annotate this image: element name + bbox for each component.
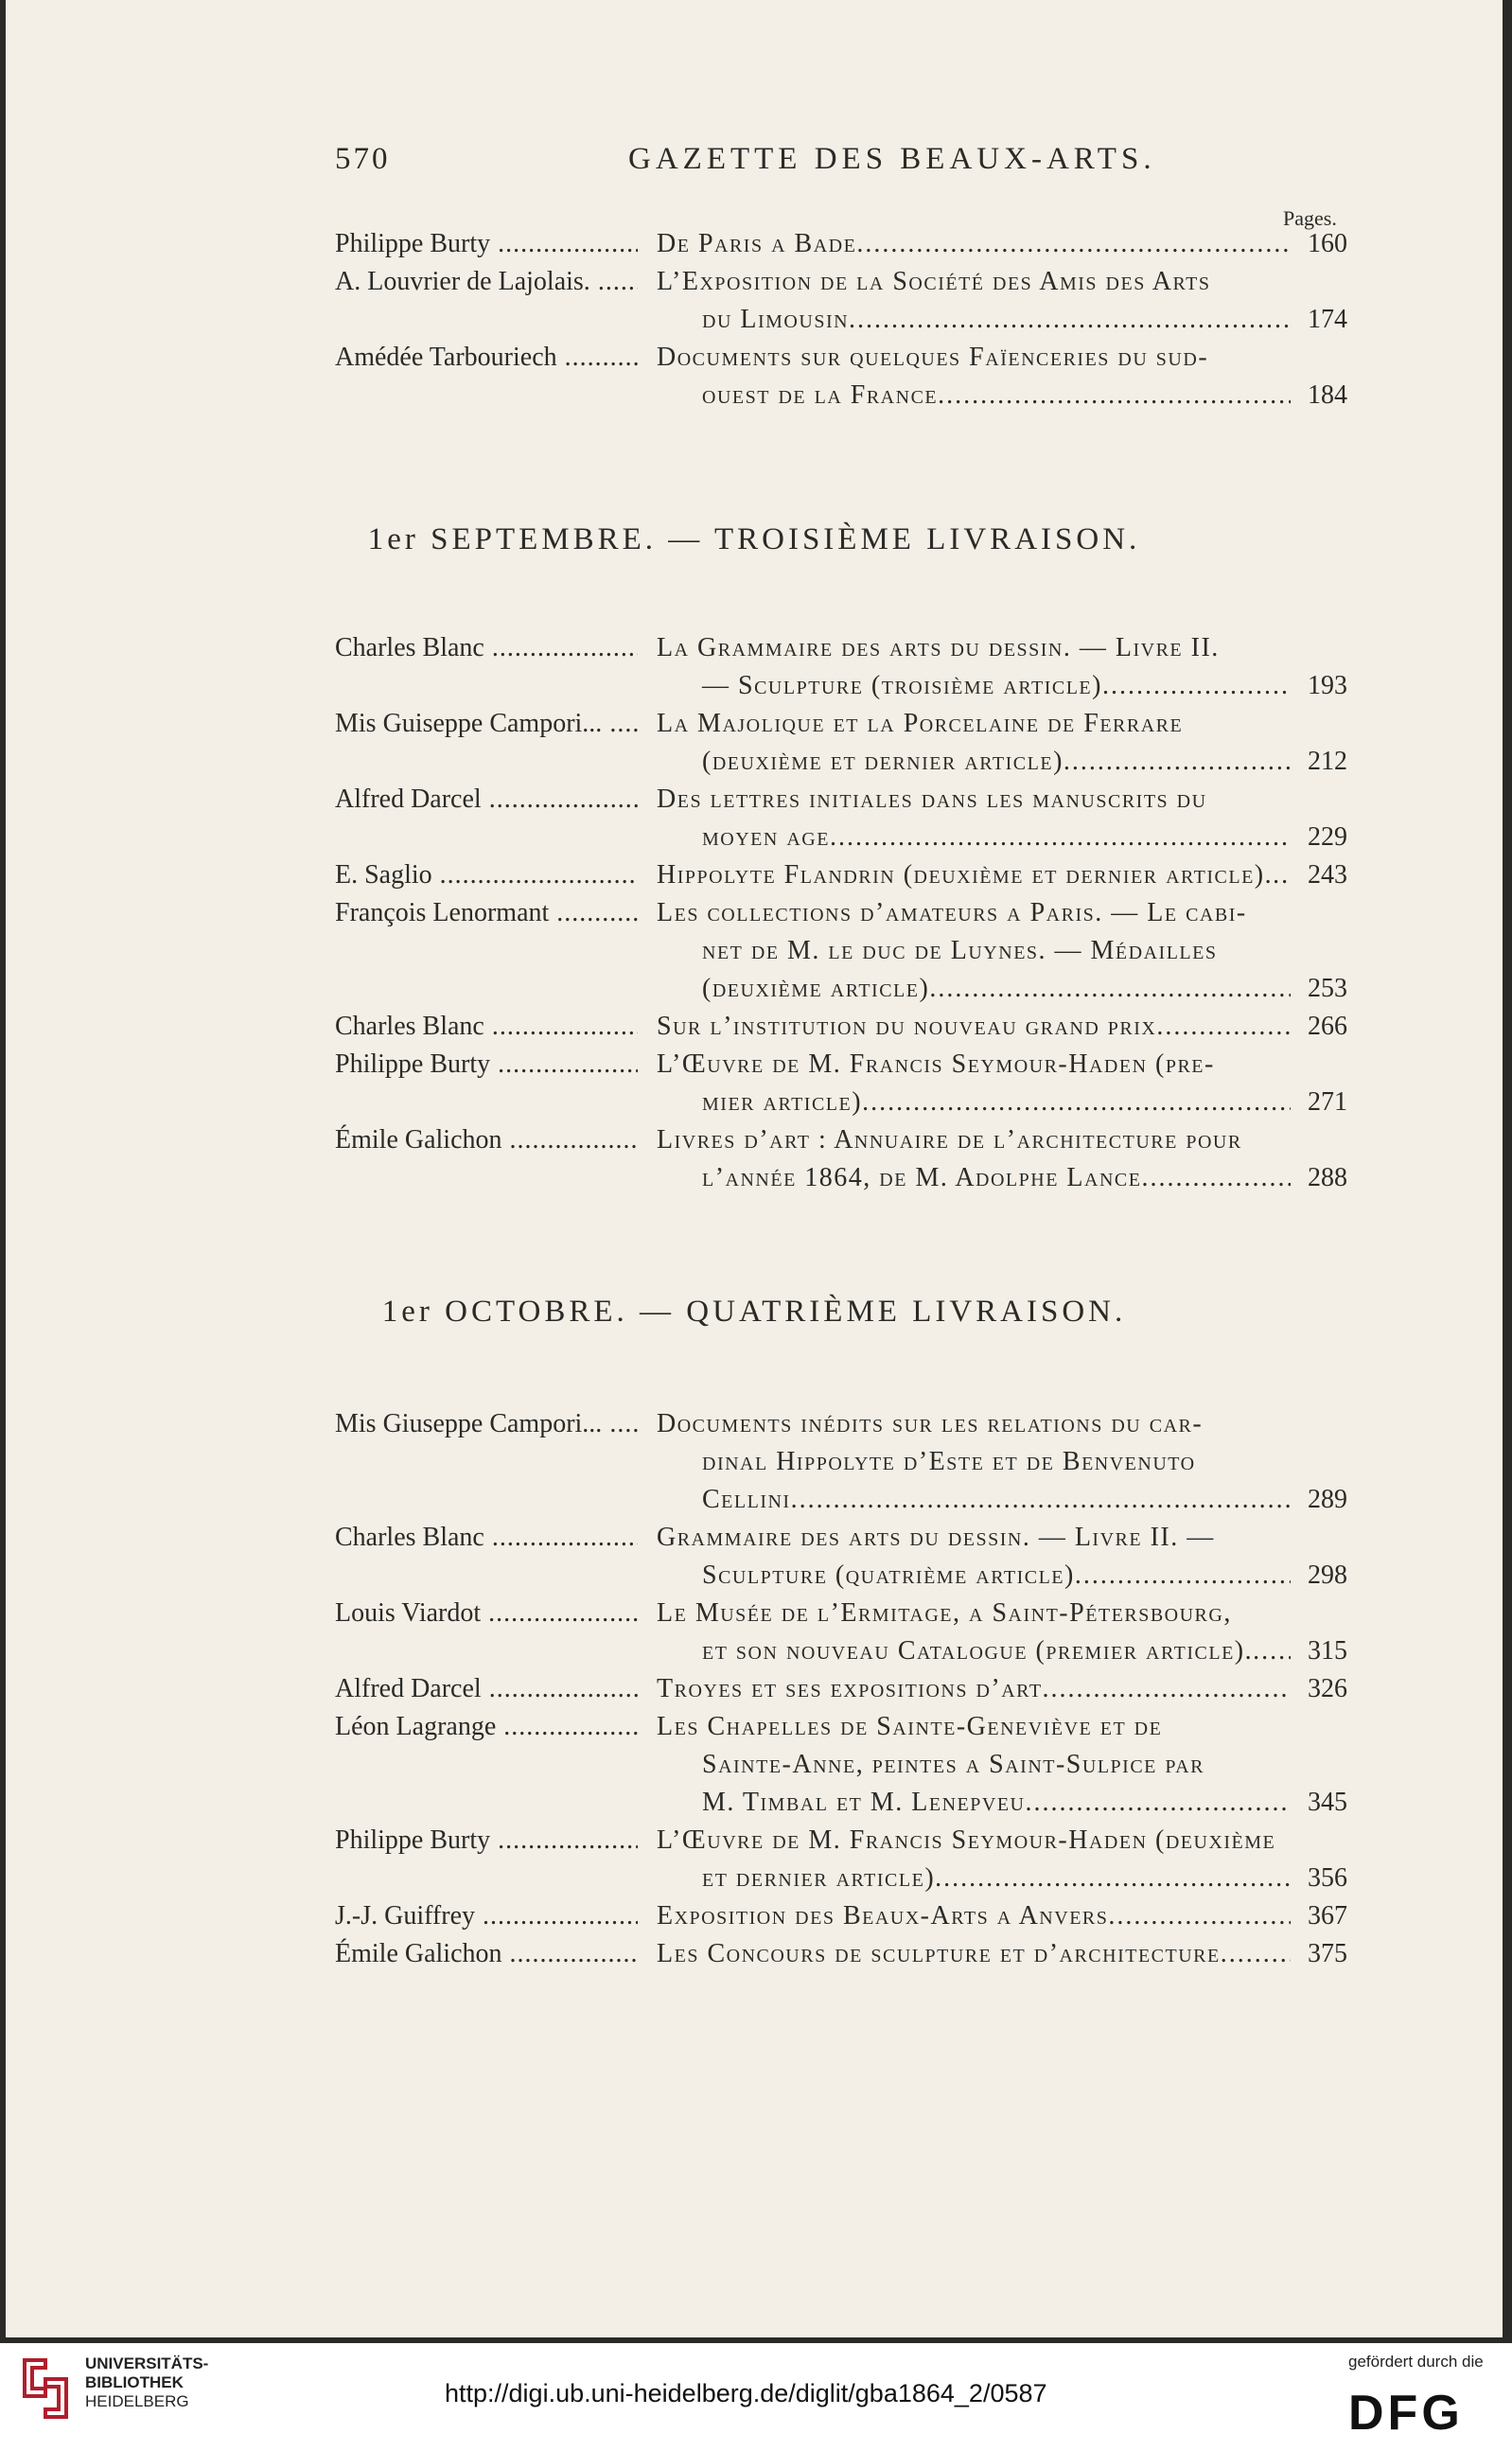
entry-page-number: 356 — [1308, 1863, 1347, 1893]
dot-leader — [1075, 1557, 1291, 1595]
entry-title-line — [657, 1121, 1347, 1159]
entry-title-line — [657, 856, 1347, 894]
entry-title-line — [657, 781, 1347, 819]
dot-leader — [1156, 1008, 1291, 1046]
entry-title-text: La Grammaire des arts du dessin. — Livre II. — [657, 633, 1220, 662]
entry-title-text: M. Timbal et M. Lenepveu — [702, 1788, 1026, 1817]
dot-leader — [830, 819, 1291, 856]
entry-title — [657, 263, 1347, 339]
entry-title-text: Des lettres initiales dans les manuscrits du — [657, 785, 1207, 814]
scanned-page — [6, 0, 1503, 2337]
entry-title-text: Sculpture (quatrième article) — [702, 1561, 1075, 1590]
entry-title-text: Sainte-Anne, peintes a Saint-Sulpice par — [702, 1750, 1204, 1779]
entry-title-text: Cellini — [702, 1485, 791, 1514]
dot-leader — [849, 301, 1291, 339]
entry-page-number: 184 — [1308, 380, 1347, 410]
entry-page-number: 288 — [1308, 1163, 1347, 1192]
entry-title — [657, 705, 1347, 781]
toc-entry — [335, 1519, 1347, 1595]
library-name-line1: UNIVERSITÄTS- — [85, 2354, 209, 2372]
entry-author: Alfred Darcel ..... — [335, 781, 638, 819]
entry-title-line — [657, 1481, 1347, 1519]
entry-title-text: Les Chapelles de Sainte-Geneviève et de — [657, 1712, 1163, 1741]
toc-entry — [335, 856, 1347, 894]
toc-entry — [335, 339, 1347, 414]
entry-title-line — [657, 1897, 1347, 1935]
dot-leader — [1043, 1670, 1291, 1708]
toc-entry — [335, 1405, 1347, 1519]
library-name-line3: HEIDELBERG — [85, 2392, 189, 2410]
entry-title — [657, 1708, 1347, 1822]
entry-author: Mis Guiseppe Campori... ..... — [335, 705, 638, 743]
entry-title-line — [657, 705, 1347, 743]
toc-entry — [335, 781, 1347, 856]
entry-author: Charles Blanc ..... — [335, 629, 638, 667]
toc-entry — [335, 1008, 1347, 1046]
entry-title-line — [657, 1405, 1347, 1443]
entry-author: Philippe Burty ..... — [335, 1046, 638, 1084]
toc-entry — [335, 263, 1347, 339]
entry-author: J.-J. Guiffrey ..... — [335, 1897, 638, 1935]
section-title-october: 1er OCTOBRE. — QUATRIÈME LIVRAISON. — [381, 1295, 1127, 1329]
entry-title-line — [657, 932, 1347, 970]
entry-page-number: 160 — [1308, 229, 1347, 258]
entry-title-line — [657, 1519, 1347, 1557]
toc-entry — [335, 1670, 1347, 1708]
entry-title-line — [657, 1443, 1347, 1481]
entry-author: Charles Blanc ..... — [335, 1519, 638, 1557]
entry-title-text: Documents sur quelques Faïenceries du sud- — [657, 343, 1209, 372]
funding-note: gefördert durch die — [1348, 2353, 1484, 2371]
entry-page-number: 289 — [1308, 1485, 1347, 1514]
entry-author: Charles Blanc ..... — [335, 1008, 638, 1046]
entry-title-line — [657, 1935, 1347, 1973]
entry-title-text: Les collections d’amateurs a Paris. — Le cabi- — [657, 898, 1247, 927]
entry-title-line — [657, 377, 1347, 414]
entry-title-text: et dernier article) — [702, 1863, 936, 1893]
entry-title-text: ouest de la France — [702, 380, 939, 410]
entry-title-line — [657, 894, 1347, 932]
entry-title-text: Les Concours de sculpture et d’architecture — [657, 1939, 1221, 1968]
entry-author: Amédée Tarbouriech ..... — [335, 339, 638, 377]
entry-page-number: 253 — [1308, 974, 1347, 1003]
entry-title-text: Livres d’art : Annuaire de l’architecture pour — [657, 1125, 1242, 1155]
entry-page-number: 345 — [1308, 1788, 1347, 1817]
dot-leader — [938, 377, 1291, 414]
entry-title — [657, 894, 1347, 1008]
entry-title-line — [657, 263, 1347, 301]
dot-leader — [929, 970, 1291, 1008]
entry-title — [657, 1822, 1347, 1897]
entry-title-text: — Sculpture (troisième article) — [702, 671, 1102, 700]
pages-column-label: Pages. — [1283, 206, 1337, 230]
entry-title-text: Le Musée de l’Ermitage, a Saint-Pétersbourg, — [657, 1598, 1232, 1628]
entry-page-number: 326 — [1308, 1674, 1347, 1703]
section-title-september: 1er SEPTEMBRE. — TROISIÈME LIVRAISON. — [367, 522, 1141, 556]
entry-title-text: Documents inédits sur les relations du car- — [657, 1409, 1204, 1438]
toc-entry — [335, 1822, 1347, 1897]
entry-title — [657, 781, 1347, 856]
entry-title-text: (deuxième article) — [702, 974, 930, 1003]
entry-title-line — [657, 1860, 1347, 1897]
digitization-footer — [0, 2343, 1512, 2451]
entry-title-line — [657, 1822, 1347, 1860]
entry-title-text: et son nouveau Catalogue (premier article). — [702, 1636, 1254, 1666]
entry-author: Émile Galichon ..... — [335, 1935, 638, 1973]
library-name-line2: BIBLIOTHEK — [85, 2373, 184, 2391]
dot-leader — [935, 1860, 1291, 1897]
entry-title-line — [657, 1670, 1347, 1708]
entry-page-number: 266 — [1308, 1012, 1347, 1041]
entry-title-line — [657, 225, 1347, 263]
toc-entry — [335, 225, 1347, 263]
entry-title-text: du Limousin — [702, 305, 850, 334]
entry-title — [657, 1405, 1347, 1519]
entry-title — [657, 629, 1347, 705]
entry-title — [657, 1595, 1347, 1670]
library-name — [85, 2354, 208, 2411]
entry-title-text: net de M. le duc de Luynes. — Médailles — [702, 936, 1218, 965]
entry-title-line — [657, 301, 1347, 339]
entry-title-line — [657, 1595, 1347, 1632]
entry-page-number: 212 — [1308, 747, 1347, 776]
dot-leader — [1025, 1784, 1291, 1822]
entry-page-number: 193 — [1308, 671, 1347, 700]
entry-title-text: (deuxième et dernier article) — [702, 747, 1064, 776]
entry-title-text: L’Œuvre de M. Francis Seymour-Haden (deuxième — [657, 1825, 1276, 1855]
dot-leader — [1108, 1897, 1291, 1935]
entry-title — [657, 856, 1347, 894]
entry-page-number: 174 — [1308, 305, 1347, 334]
entry-page-number: 315 — [1308, 1636, 1347, 1666]
dot-leader — [856, 225, 1291, 263]
page-number: 570 — [335, 142, 391, 176]
entry-author: Louis Viardot ..... — [335, 1595, 638, 1632]
entry-page-number: 243 — [1308, 860, 1347, 890]
entry-title-line — [657, 819, 1347, 856]
dot-leader — [791, 1481, 1291, 1519]
source-url-link[interactable]: http://digi.ub.uni-heidelberg.de/diglit/gba1864_2/0587 — [445, 2379, 1047, 2407]
entry-title-line — [657, 1632, 1347, 1670]
entry-title-line — [657, 1746, 1347, 1784]
entry-title-line — [657, 1008, 1347, 1046]
entry-title-text: Grammaire des arts du dessin. — Livre II. — — [657, 1523, 1215, 1552]
entry-title-text: l’année 1864, de M. Adolphe Lance — [702, 1163, 1142, 1192]
entry-title-text: L’Exposition de la Société des Amis des Arts — [657, 267, 1211, 296]
entry-page-number: 271 — [1308, 1087, 1347, 1117]
entry-page-number: 375 — [1308, 1939, 1347, 1968]
entry-title — [657, 1897, 1347, 1935]
toc-entry — [335, 1708, 1347, 1822]
entry-title — [657, 1935, 1347, 1973]
toc-entry — [335, 1897, 1347, 1935]
entry-title-line — [657, 1159, 1347, 1197]
entry-title-line — [657, 1784, 1347, 1822]
toc-entry — [335, 1935, 1347, 1973]
entry-title-line — [657, 1046, 1347, 1084]
entry-author: Léon Lagrange ..... — [335, 1708, 638, 1746]
entry-title-line — [657, 339, 1347, 377]
entry-title-line — [657, 1557, 1347, 1595]
entry-author: A. Louvrier de Lajolais. ..... — [335, 263, 638, 301]
dot-leader — [1221, 1935, 1291, 1973]
entry-title — [657, 339, 1347, 414]
entry-title-text: L’Œuvre de M. Francis Seymour-Haden (pre- — [657, 1049, 1215, 1079]
entry-title-line — [657, 1084, 1347, 1121]
toc-entry — [335, 1121, 1347, 1197]
entry-page-number: 229 — [1308, 822, 1347, 852]
entry-title-text: Hippolyte Flandrin (deuxième et dernier article). — [657, 860, 1274, 890]
toc-entry — [335, 1046, 1347, 1121]
entry-page-number: 298 — [1308, 1561, 1347, 1590]
entry-title-text: La Majolique et la Porcelaine de Ferrare — [657, 709, 1184, 738]
entry-title-line — [657, 1708, 1347, 1746]
entry-title-line — [657, 970, 1347, 1008]
entry-title-text: mier article) — [702, 1087, 863, 1117]
toc-entry — [335, 629, 1347, 705]
entry-title — [657, 1121, 1347, 1197]
entry-author: François Lenormant ..... — [335, 894, 638, 932]
toc-entry — [335, 894, 1347, 1008]
entry-author: Émile Galichon ..... — [335, 1121, 638, 1159]
entry-title — [657, 1670, 1347, 1708]
dot-leader — [1141, 1159, 1291, 1197]
entry-title — [657, 1046, 1347, 1121]
entry-author: Alfred Darcel ..... — [335, 1670, 638, 1708]
entry-title-text: Troyes et ses expositions d’art — [657, 1674, 1043, 1703]
entry-author: Philippe Burty ..... — [335, 225, 638, 263]
entry-title — [657, 1519, 1347, 1595]
dot-leader — [1102, 667, 1291, 705]
entry-title-text: dinal Hippolyte d’Este et de Benvenuto — [702, 1447, 1196, 1476]
entry-page-number: 367 — [1308, 1901, 1347, 1931]
entry-title-text: Sur l’institution du nouveau grand prix — [657, 1012, 1157, 1041]
entry-author: Mis Giuseppe Campori... ..... — [335, 1405, 638, 1443]
dot-leader — [862, 1084, 1291, 1121]
entry-title-line — [657, 667, 1347, 705]
entry-title-line — [657, 743, 1347, 781]
dot-leader — [1273, 856, 1291, 894]
entry-author: E. Saglio ..... — [335, 856, 638, 894]
dfg-logo: DFG — [1348, 2386, 1464, 2441]
entry-title — [657, 1008, 1347, 1046]
entry-title-text: moyen age — [702, 822, 830, 852]
ub-heidelberg-logo-icon — [17, 2351, 74, 2426]
entry-title-text: Exposition des Beaux-Arts a Anvers — [657, 1901, 1109, 1931]
dot-leader — [1253, 1632, 1291, 1670]
toc-entry — [335, 705, 1347, 781]
entry-title-text: De Paris a Bade — [657, 229, 857, 258]
entry-title-line — [657, 629, 1347, 667]
entry-author: Philippe Burty ..... — [335, 1822, 638, 1860]
dot-leader — [1064, 743, 1291, 781]
toc-entry — [335, 1595, 1347, 1670]
entry-title — [657, 225, 1347, 263]
running-title: GAZETTE DES BEAUX-ARTS. — [628, 142, 1156, 176]
